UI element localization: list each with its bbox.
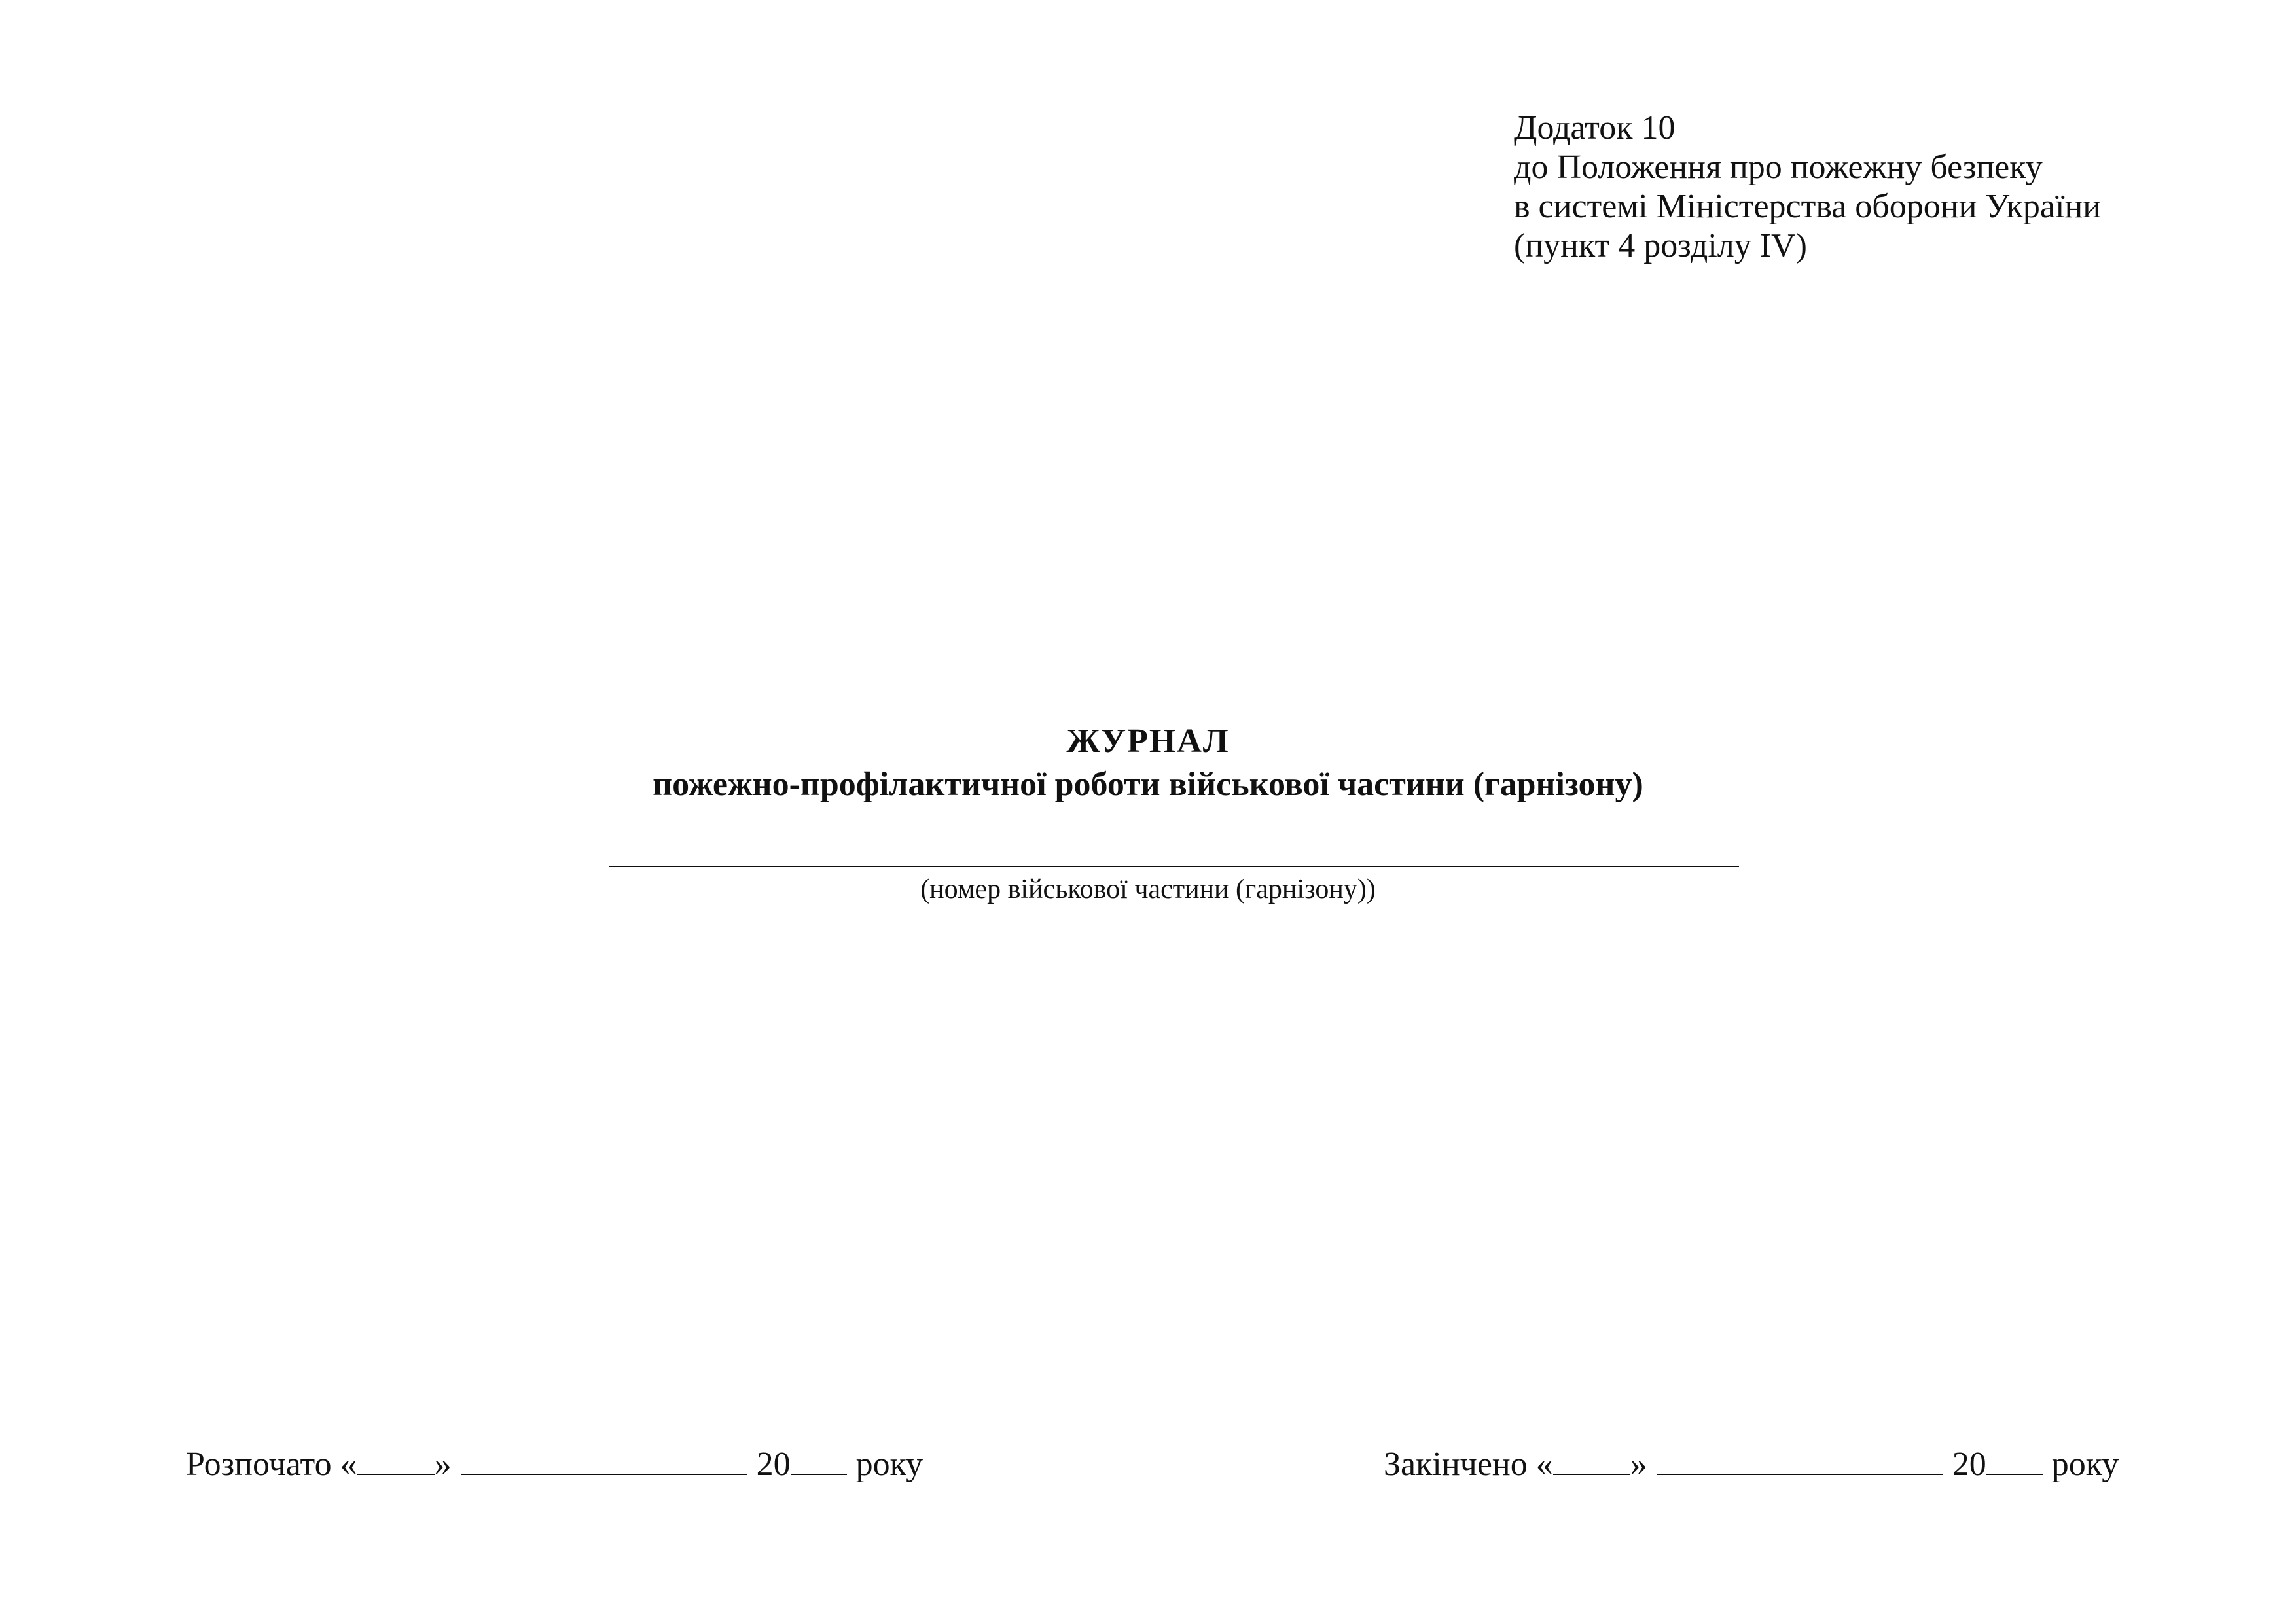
title-block	[0, 720, 2296, 806]
unit-number-caption: (номер військової частини (гарнізону))	[920, 874, 1376, 904]
document-subtitle: пожежно-профілактичної роботи військової частини (гарнізону)	[653, 766, 1643, 803]
start-date-label: Розпочато «	[186, 1446, 357, 1483]
annex-number: Додаток 10	[1514, 109, 1676, 147]
annex-reference-line: в системі Міністерства оборони України	[1514, 188, 2102, 225]
unit-number-field[interactable]	[609, 866, 1739, 867]
end-close-quote: »	[1630, 1446, 1647, 1483]
start-month-field[interactable]	[461, 1445, 747, 1475]
document-title: ЖУРНАЛ	[1066, 722, 1230, 760]
start-year-suffix: року	[855, 1446, 924, 1483]
start-century: 20	[756, 1446, 791, 1483]
end-year-field[interactable]	[1986, 1445, 2043, 1475]
annex-reference-line: до Положення про пожежну безпеку	[1514, 149, 2043, 186]
end-day-field[interactable]	[1553, 1445, 1630, 1475]
annex-block	[1514, 109, 2101, 266]
start-date-line	[186, 1445, 923, 1484]
start-day-field[interactable]	[357, 1445, 435, 1475]
annex-reference-line: (пункт 4 розділу IV)	[1514, 227, 1807, 264]
end-date-line	[1384, 1445, 2119, 1484]
end-year-suffix: року	[2051, 1446, 2119, 1483]
start-close-quote: »	[434, 1446, 452, 1483]
end-date-label: Закінчено «	[1384, 1446, 1553, 1483]
end-month-field[interactable]	[1657, 1445, 1943, 1475]
start-year-field[interactable]	[791, 1445, 847, 1475]
end-century: 20	[1952, 1446, 1986, 1483]
